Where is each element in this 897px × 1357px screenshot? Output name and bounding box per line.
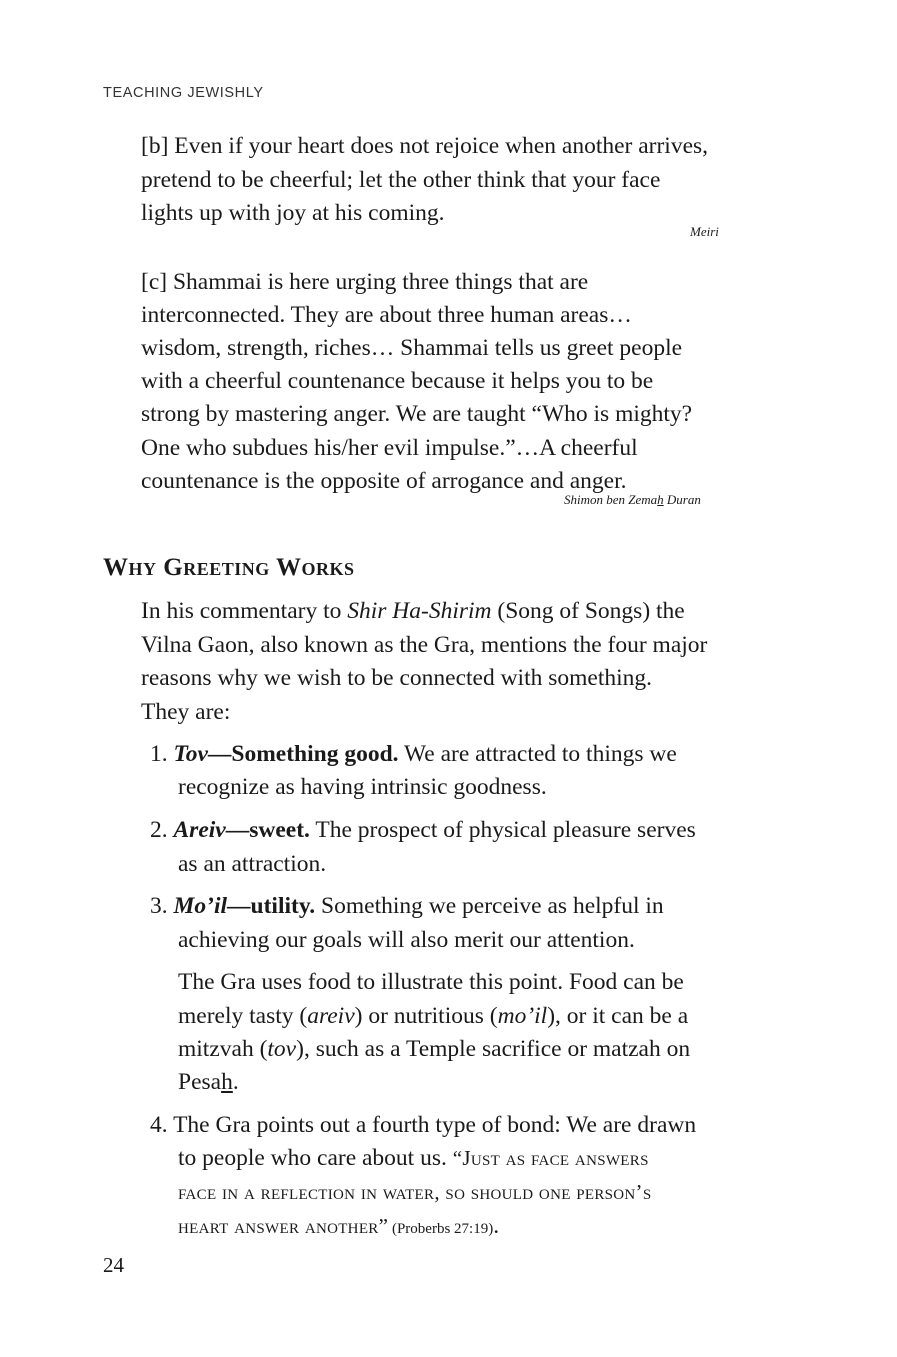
- attribution-text: Duran: [663, 492, 701, 507]
- item-text: Something we perceive as helpful in: [315, 893, 664, 919]
- list-item-2-line2: as an attraction.: [178, 851, 327, 877]
- list-item-4-line: [178, 1178, 651, 1206]
- list-item-4-line: [178, 1212, 499, 1243]
- verse-quote: “Just as face answers: [452, 1146, 649, 1170]
- text: (Song of Songs) the: [491, 598, 685, 624]
- book-title: Shir Ha-Shirim: [347, 598, 492, 624]
- page-number: 24: [103, 1253, 124, 1277]
- text: .: [493, 1213, 500, 1239]
- text: ), or it can be a: [547, 1003, 689, 1029]
- list-item-2: [150, 816, 696, 844]
- item-term: Mo’il: [173, 893, 228, 919]
- intro-line: reasons why we wish to be connected with something.: [141, 665, 653, 691]
- quote-c-line: strong by mastering anger. We are taught “Who is mighty?: [141, 401, 693, 427]
- food-para-line: [178, 1035, 690, 1063]
- item-number: 1.: [150, 741, 168, 767]
- quote-c-line: wisdom, strength, riches… Shammai tells us greet people: [141, 335, 683, 361]
- food-para-line: [178, 1068, 239, 1096]
- quote-b-line: pretend to be cheerful; let the other think that your face: [141, 167, 661, 193]
- verse-reference: (Proberbs 27:19): [388, 1221, 494, 1237]
- item-text: The prospect of physical pleasure serves: [309, 817, 696, 843]
- quote-c-line: interconnected. They are about three human areas…: [141, 302, 632, 328]
- item-number: 4.: [150, 1112, 168, 1138]
- intro-line: They are:: [141, 699, 231, 725]
- item-text: The Gra points out a fourth type of bond: We are drawn: [173, 1112, 697, 1138]
- underlined-letter: h: [221, 1069, 233, 1095]
- text: In his commentary to: [141, 598, 348, 624]
- quote-c-line: countenance is the opposite of arrogance and anger.: [141, 468, 627, 494]
- text: ) or nutritious (: [354, 1003, 498, 1029]
- item-title: —utility.: [227, 893, 316, 919]
- quote-b-line: [b] Even if your heart does not rejoice when another arrives,: [141, 133, 709, 159]
- term: areiv: [307, 1003, 355, 1029]
- list-item-1: [150, 740, 677, 768]
- quote-c-attribution: [564, 492, 701, 508]
- list-item-3: [150, 892, 664, 920]
- list-item-4-line: [178, 1144, 649, 1172]
- intro-line: [141, 597, 685, 625]
- food-para-line: The Gra uses food to illustrate this point. Food can be: [178, 969, 684, 995]
- text: Pesa: [178, 1069, 222, 1095]
- attribution-underlined: h: [657, 492, 664, 507]
- attribution-text: Shimon ben Zema: [564, 492, 658, 507]
- list-item-4: [150, 1111, 696, 1139]
- text: ), such as a Temple sacrifice or matzah on: [296, 1036, 691, 1062]
- running-header: TEACHING JEWISHLY: [103, 85, 264, 101]
- item-title: —sweet.: [225, 817, 310, 843]
- list-item-1-line2: recognize as having intrinsic goodness.: [178, 774, 547, 800]
- verse-quote: face in a reflection in water, so should one person’s: [178, 1180, 652, 1204]
- item-term: Tov: [173, 741, 208, 767]
- item-term: Areiv: [173, 817, 226, 843]
- quote-b-line: lights up with joy at his coming.: [141, 200, 445, 226]
- item-title: —Something good.: [207, 741, 399, 767]
- text: to people who care about us.: [178, 1145, 453, 1171]
- food-para-line: [178, 1002, 688, 1030]
- text: .: [232, 1069, 239, 1095]
- item-number: 2.: [150, 817, 168, 843]
- quote-b-attribution: Meiri: [690, 224, 719, 239]
- text: merely tasty (: [178, 1003, 308, 1029]
- list-item-3-line2: achieving our goals will also merit our attention.: [178, 927, 635, 953]
- quote-c-line: One who subdues his/her evil impulse.”…A cheerful: [141, 435, 638, 461]
- item-text: We are attracted to things we: [398, 741, 677, 767]
- item-number: 3.: [150, 893, 168, 919]
- term: mo’il: [497, 1003, 548, 1029]
- verse-quote: heart answer another”: [178, 1214, 389, 1238]
- section-heading: Why Greeting Works: [103, 554, 355, 581]
- quote-c-line: with a cheerful countenance because it helps you to be: [141, 368, 654, 394]
- text: mitzvah (: [178, 1036, 268, 1062]
- intro-line: Vilna Gaon, also known as the Gra, mentions the four major: [141, 632, 708, 658]
- quote-c-line: [c] Shammai is here urging three things that are: [141, 269, 589, 295]
- term: tov: [267, 1036, 297, 1062]
